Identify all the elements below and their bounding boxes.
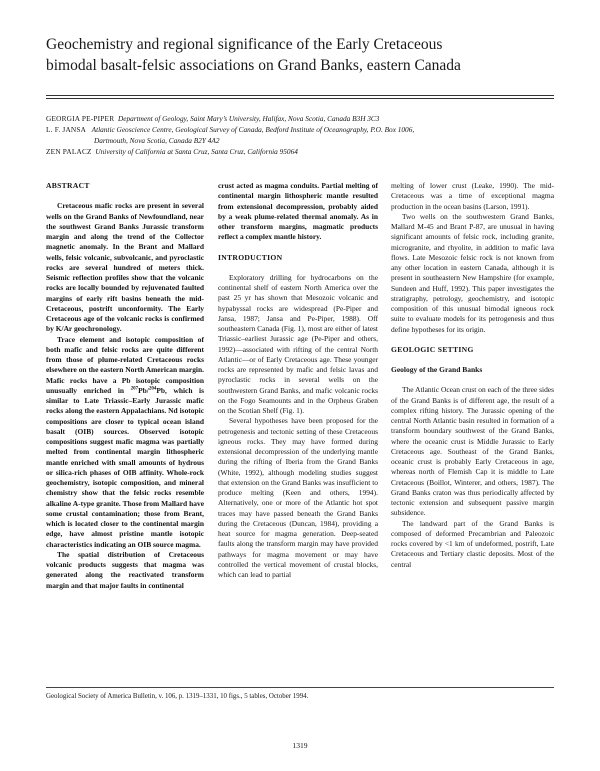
author-name: GEORGIA PE-PIPER (46, 114, 115, 123)
introduction-heading: INTRODUCTION (218, 252, 283, 262)
author-affiliation-line-2: Dartmouth, Nova Scotia, Canada B2Y 4A2 (94, 136, 220, 145)
paper-title (46, 34, 566, 76)
author-3 (46, 146, 556, 157)
column-1 (46, 181, 204, 591)
abstract-text: Trace element and isotopic composition of both mafic and felsic rocks are quite different from those of plume-related Cretaceous rocks elsewhere on the eastern North American margin. Mafic rocks have a Pb isotopic composition unusually enriched in (46, 334, 204, 395)
abstract-heading: ABSTRACT (46, 181, 90, 190)
title-line-2: bimodal basalt-felsic associations on Grand Banks, eastern Canada (46, 57, 461, 74)
abstract-text: Pb/ (138, 385, 149, 395)
column-2 (218, 181, 378, 580)
intro-paragraph-1: Exploratory drilling for hydrocarbons on the continental shelf of eastern North America over the past 25 yr has shown that Mesozoic volcanic and hypabyssal rocks are widespread (Pe-Piper and Jansa, 1987; Jansa and Pe-Piper, 1988). Off southeastern Canada (Fig. 1), most are either of latest Triassic–earliest Jurassic age (Pe-Piper and others, 1992)—associated with rifting of the central North Atlantic—or of Early Cretaceous age. These younger rocks are represented by mafic and felsic lavas and pyroclastic rocks in several wells on the southwestern Grand Banks, and mafic volcanic rocks on the Fogo Seamounts and in the Orpheus Graben on the Scotian Shelf (Fig. 1). (218, 272, 378, 415)
author-2 (46, 124, 556, 135)
author-name: L. F. JANSA (46, 125, 87, 134)
abstract-paragraph-2 (46, 335, 204, 550)
superscript: 207 (130, 386, 139, 392)
author-block (46, 113, 556, 157)
col3-paragraph-1: melting of lower crust (Leake, 1990). The mid-Cretaceous was a time of exceptional magma production in the ocean basins (Larson, 1991). (391, 181, 554, 211)
author-name: ZEN PALACZ (46, 147, 92, 156)
abstract-continuation: crust acted as magma conduits. Partial melting of continental margin lithospheric mantle resulted from extensional decompression, probably aided by a weak plume-related thermal anomaly. As in other transform margins, magmatic products reflect a complex mantle history. (218, 181, 378, 242)
col3-paragraph-2: Two wells on the southwestern Grand Banks, Mallard M-45 and Brant P-87, are unusual in having significant amounts of felsic rock, including granite, microgranite, and rhyolite, in addition to mafic lava flows. Late Mesozoic felsic rock is not known from any other location in eastern Canada, although it is present in southeastern New Hampshire (for example, Sundeen and Huff, 1992). This paper investigates the stratigraphy, petrology, geochemistry, and isotopic composition of this unusual bimodal igneous rock suite to evaluate models for its petrogenesis and thus define hypotheses for its origin. (391, 211, 554, 334)
author-affiliation: Atlantic Geoscience Centre, Geological Survey of Canada, Bedford Institute of Oceanography, P.O. Box 1006, (91, 125, 415, 134)
author-1 (46, 113, 556, 124)
title-rule-bottom (46, 98, 554, 99)
abstract-text: Pb, which is similar to Late Triassic–Early Jurassic mafic rocks along the eastern Appalachians. Nd isotopic compositions are closer to typical ocean island basalt (OIB) sources. Observed isotopic compositions suggest mafic magma was partially melted from continental margin lithospheric mantle enriched with small amounts of hydrous or silica-rich phases of OIB affinity. Whole-rock geochemistry, isotopic composition, and mineral chemistry show that the felsic rocks resemble alkaline A-type granite. Those from Mallard have some crustal contamination; those from Brant, which is located closer to the continental margin edge, have almost pristine mantle isotopic characteristics indicating an OIB source magma. (46, 385, 204, 549)
geo-paragraph-2: The landward part of the Grand Banks is composed of deformed Precambrian and Paleozoic rocks covered by <1 km of undeformed, postrift, Late Cretaceous and Tertiary clastic deposits. Most of the central (391, 518, 554, 569)
grand-banks-subheading: Geology of the Grand Banks (391, 365, 483, 374)
page-number: 1319 (292, 741, 308, 750)
abstract-paragraph-3: The spatial distribution of Cretaceous volcanic products suggests that magma was generated along the reactivated transform margin and that major faults in continental (46, 549, 204, 590)
column-3 (391, 181, 554, 570)
author-affiliation: University of California at Santa Cruz, Santa Cruz, California 95064 (95, 147, 298, 156)
geo-paragraph-1: The Atlantic Ocean crust on each of the three sides of the Grand Banks is of different age, the result of a complex rifting history. The Jurassic opening of the central North Atlantic basin resulted in formation of a transform boundary southwest of the Grand Banks, where the oceanic crust is Middle Jurassic to Early Cretaceous age. Southeast of the Grand Banks, oceanic crust is probably Early Cretaceous in age, whereas north of Flemish Cap it is middle to Late Cretaceous (Boillot, Winterer, and others, 1987). The Grand Banks craton was thus periodically affected by tectonic extension and subsequent passive margin subsidence. (391, 385, 554, 518)
footnote-rule (46, 687, 554, 688)
superscript: 204 (148, 386, 157, 392)
journal-citation: Geological Society of America Bulletin, v. 106, p. 1319–1331, 10 figs., 5 tables, October 1994. (46, 693, 309, 700)
author-affiliation: Department of Geology, Saint Mary’s University, Halifax, Nova Scotia, Canada B3H 3C3 (117, 114, 380, 123)
title-rule-top (46, 95, 554, 96)
geologic-setting-heading: GEOLOGIC SETTING (391, 344, 474, 354)
abstract-paragraph-1: Cretaceous mafic rocks are present in several wells on the Grand Banks of Newfoundland, near the southwest Grand Banks Jurassic transform margin and along the trend of the Collector magnetic anomaly. In the Brant and Mallard wells, felsic volcanic, subvolcanic, and pyroclastic rocks are several hundred of meters thick. Seismic reflection profiles show that the volcanic rocks are locally bounded by rejuvenated faulted margins of early rift basins beneath the mid-Cretaceous, postrift unconformity. The Early Cretaceous age of the volcanic rocks is confirmed by K/Ar geochronology. (46, 201, 204, 334)
title-line-1: Geochemistry and regional significance of the Early Cretaceous (46, 36, 443, 53)
author-2-affiliation-cont (46, 135, 556, 146)
intro-paragraph-2: Several hypotheses have been proposed for the petrogenesis and tectonic setting of these Cretaceous igneous rocks. They may have formed during extensional decompression of the underlying mantle during the rifting of Iberia from the Grand Banks (White, 1992), although modeling studies suggest that extension on the Grand Banks was insufficient to produce melting (Keen and others, 1994). Alternatively, one or more of the Atlantic hot spot traces may have passed beneath the Grand Banks during the Cretaceous (Duncan, 1984), providing a heat source for magma generation. Deep-seated faults along the transform margin may have provided pathways for magma movement or may have controlled the vertical movement of crustal blocks, which can lead to partial (218, 416, 378, 579)
